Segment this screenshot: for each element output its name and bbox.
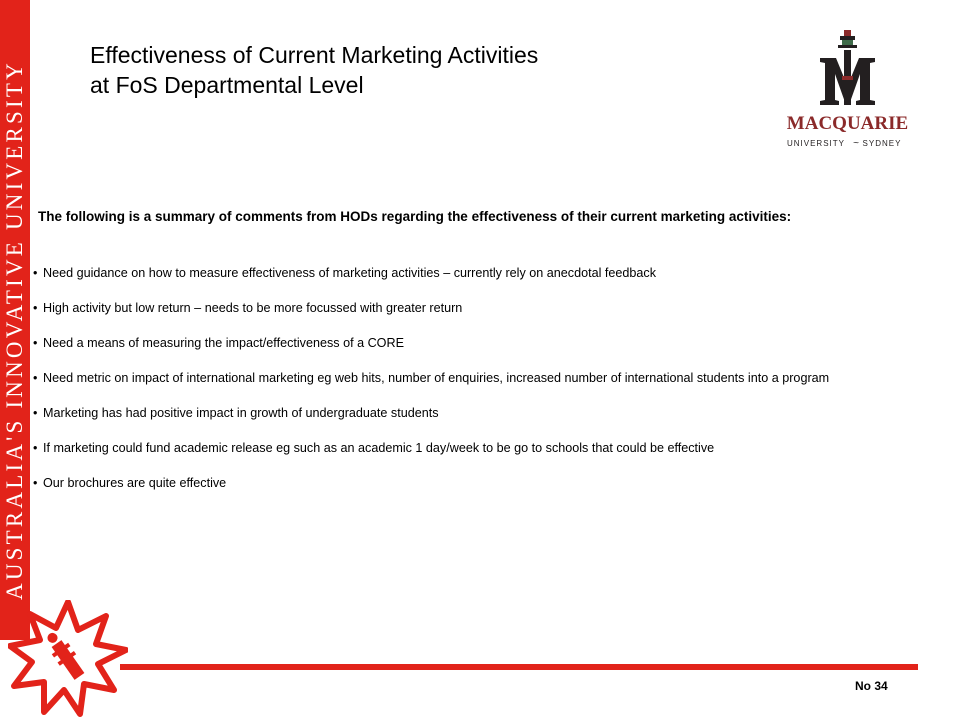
list-item-text: High activity but low return – needs to be more focussed with greater return bbox=[43, 301, 463, 315]
side-slogan: AUSTRALIA'S INNOVATIVE UNIVERSITY bbox=[2, 60, 27, 600]
star-torch-icon bbox=[8, 600, 128, 720]
logo-tagline-left: UNIVERSITY bbox=[786, 139, 846, 148]
bullet-icon: • bbox=[33, 476, 38, 490]
bullet-icon: • bbox=[33, 441, 38, 455]
bullet-icon: • bbox=[33, 371, 38, 385]
list-item bbox=[33, 333, 958, 353]
macquarie-m-logo-icon bbox=[820, 30, 875, 105]
side-band bbox=[0, 0, 30, 640]
list-item bbox=[33, 263, 958, 283]
intro-text: The following is a summary of comments from HODs regarding the effectiveness of their current marketing activities: bbox=[38, 209, 792, 224]
page-number: No 34 bbox=[855, 679, 888, 693]
list-item bbox=[33, 438, 958, 458]
macquarie-logo bbox=[780, 28, 915, 153]
list-item bbox=[33, 368, 958, 388]
list-item bbox=[33, 473, 958, 493]
logo-wordmark: MACQUARIE bbox=[786, 113, 909, 134]
list-item-text: Marketing has had positive impact in growth of undergraduate students bbox=[43, 406, 439, 420]
bullet-list bbox=[33, 263, 958, 508]
list-item bbox=[33, 403, 958, 423]
slide-title-line-2: at FoS Departmental Level bbox=[90, 72, 364, 98]
logo-tagline-right: SYDNEY bbox=[862, 139, 902, 148]
list-item-text: Need guidance on how to measure effectiveness of marketing activities – currently rely on anecdotal feedback bbox=[43, 266, 657, 280]
logo-tagline-sep: ~ bbox=[853, 138, 859, 149]
list-item bbox=[33, 298, 958, 318]
list-item-text: If marketing could fund academic release eg such as an academic 1 day/week to be go to schools that could be effective bbox=[43, 441, 715, 455]
slide-title-line-1: Effectiveness of Current Marketing Activities bbox=[90, 42, 539, 68]
bullet-icon: • bbox=[33, 336, 38, 350]
slide-title bbox=[90, 40, 538, 100]
footer-rule bbox=[120, 664, 918, 670]
list-item-text: Need metric on impact of international marketing eg web hits, number of enquiries, increased number of international students into a program bbox=[43, 371, 830, 385]
list-item-text: Our brochures are quite effective bbox=[43, 476, 227, 490]
list-item-text: Need a means of measuring the impact/effectiveness of a CORE bbox=[43, 336, 404, 350]
bullet-icon: • bbox=[33, 301, 38, 315]
bullet-icon: • bbox=[33, 266, 38, 280]
bullet-icon: • bbox=[33, 406, 38, 420]
